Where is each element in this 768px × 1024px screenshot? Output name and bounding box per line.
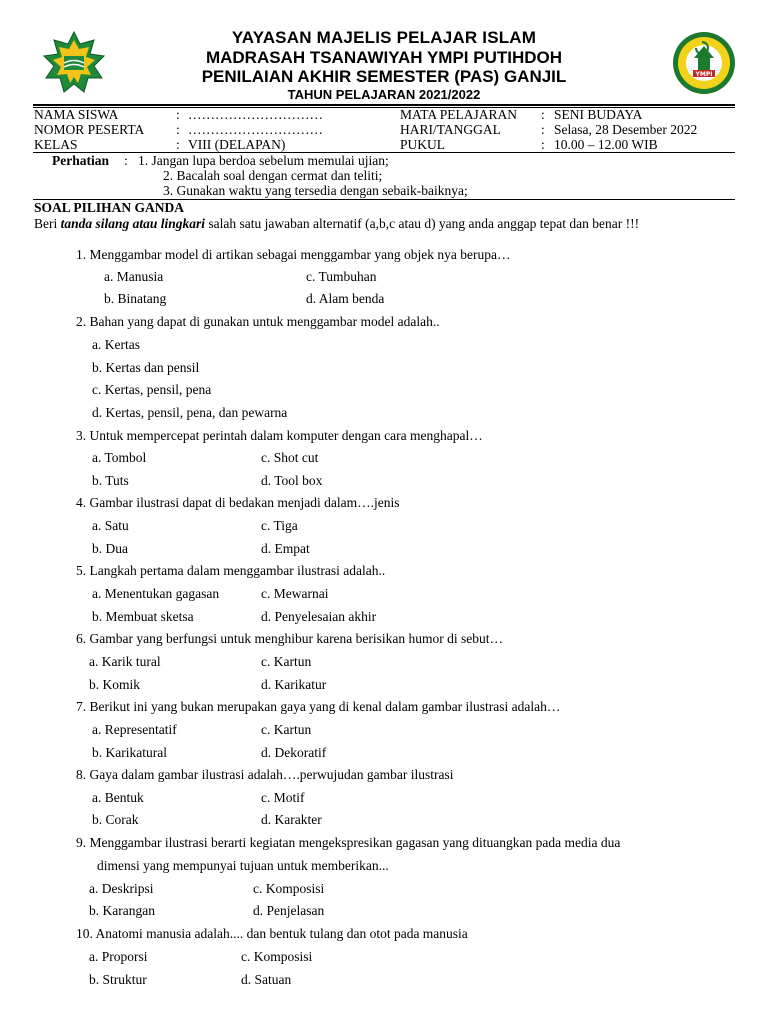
q5-option-b[interactable]: b. Membuat sketsa xyxy=(92,609,194,624)
q2-option-d[interactable]: d. Kertas, pensil, pena, dan pewarna xyxy=(92,405,288,420)
q9-option-c[interactable]: c. Komposisi xyxy=(253,881,325,896)
kelas-label: KELAS xyxy=(34,137,78,152)
perhatian-item-3: 3. Gunakan waktu yang tersedia dengan sebaik-baiknya; xyxy=(163,183,468,198)
q4-option-c[interactable]: c. Tiga xyxy=(261,518,298,533)
q4-option-a[interactable]: a. Satu xyxy=(92,518,129,533)
nama-sep: : xyxy=(176,107,180,122)
pukul-label: PUKUL xyxy=(400,137,446,152)
q1-option-d[interactable]: d. Alam benda xyxy=(306,291,385,306)
pukul-value: 10.00 – 12.00 WIB xyxy=(554,137,658,152)
q6-option-b[interactable]: b. Komik xyxy=(89,677,141,692)
q3-option-c[interactable]: c. Shot cut xyxy=(261,450,319,465)
question-5: 5. Langkah pertama dalam menggambar ilustrasi adalah.. xyxy=(76,563,386,578)
question-10: 10. Anatomi manusia adalah.... dan bentuk tulang dan otot pada manusia xyxy=(76,926,468,941)
header-exam: PENILAIAN AKHIR SEMESTER (PAS) GANJIL xyxy=(201,67,567,86)
nama-label: NAMA SISWA xyxy=(34,107,119,122)
q3-option-d[interactable]: d. Tool box xyxy=(261,473,323,488)
ympi-logo-text: YMPI xyxy=(695,71,713,78)
question-6: 6. Gambar yang berfungsi untuk menghibur karena berisikan humor di sebut… xyxy=(76,631,504,646)
q7-option-a[interactable]: a. Representatif xyxy=(92,722,177,737)
nomor-value: ………………………… xyxy=(188,122,323,137)
pukul-sep: : xyxy=(541,137,545,152)
nama-value: ………………………… xyxy=(188,107,323,122)
perhatian-label: Perhatian xyxy=(52,153,109,168)
hari-label: HARI/TANGGAL xyxy=(400,122,501,137)
perhatian-item-2: 2. Bacalah soal dengan cermat dan teliti; xyxy=(163,168,383,183)
q4-option-d[interactable]: d. Empat xyxy=(261,541,310,556)
q7-option-b[interactable]: b. Karikatural xyxy=(92,745,167,760)
perhatian-sep: : xyxy=(124,153,128,168)
header-year: TAHUN PELAJARAN 2021/2022 xyxy=(287,87,481,102)
header-school: MADRASAH TSANAWIYAH YMPI PUTIHDOH xyxy=(205,48,563,67)
q3-option-a[interactable]: a. Tombol xyxy=(92,450,147,465)
header-rule xyxy=(33,104,735,106)
mapel-label: MATA PELAJARAN xyxy=(400,107,518,122)
question-1: 1. Menggambar model di artikan sebagai menggambar yang objek nya berupa… xyxy=(76,247,511,262)
q7-option-d[interactable]: d. Dekoratif xyxy=(261,745,327,760)
question-9-continued: dimensi yang mempunyai tujuan untuk memberikan... xyxy=(97,858,389,873)
header-foundation: YAYASAN MAJELIS PELAJAR ISLAM xyxy=(231,28,537,47)
question-4: 4. Gambar ilustrasi dapat di bedakan menjadi dalam….jenis xyxy=(76,495,400,510)
q8-option-c[interactable]: c. Motif xyxy=(261,790,305,805)
q5-option-c[interactable]: c. Mewarnai xyxy=(261,586,329,601)
q8-option-b[interactable]: b. Corak xyxy=(92,812,139,827)
q1-option-a[interactable]: a. Manusia xyxy=(104,269,164,284)
q2-option-b[interactable]: b. Kertas dan pensil xyxy=(92,360,200,375)
q9-option-b[interactable]: b. Karangan xyxy=(89,903,155,918)
question-2: 2. Bahan yang dapat di gunakan untuk menggambar model adalah.. xyxy=(76,314,440,329)
q7-option-c[interactable]: c. Kartun xyxy=(261,722,312,737)
q6-option-d[interactable]: d. Karikatur xyxy=(261,677,327,692)
section-title: SOAL PILIHAN GANDA xyxy=(34,200,185,215)
q10-option-c[interactable]: c. Komposisi xyxy=(241,949,313,964)
q9-option-a[interactable]: a. Deskripsi xyxy=(89,881,154,896)
mapel-value: SENI BUDAYA xyxy=(554,107,643,122)
nomor-label: NOMOR PESERTA xyxy=(34,122,145,137)
kelas-sep: : xyxy=(176,137,180,152)
question-3: 3. Untuk mempercepat perintah dalam komputer dengan cara menghapal… xyxy=(76,428,483,443)
q10-option-b[interactable]: b. Struktur xyxy=(89,972,147,987)
mapel-sep: : xyxy=(541,107,545,122)
section-instruction: Beri tanda silang atau lingkari salah satu jawaban alternatif (a,b,c atau d) yang anda anggap tepat dan benar !!! xyxy=(34,216,640,231)
question-9: 9. Menggambar ilustrasi berarti kegiatan mengekspresikan gagasan yang dituangkan pada media dua xyxy=(76,835,621,850)
q5-option-a[interactable]: a. Menentukan gagasan xyxy=(92,586,220,601)
hari-sep: : xyxy=(541,122,545,137)
q9-option-d[interactable]: d. Penjelasan xyxy=(253,903,325,918)
hari-value: Selasa, 28 Desember 2022 xyxy=(554,122,698,137)
q6-option-a[interactable]: a. Karik tural xyxy=(89,654,161,669)
q8-option-a[interactable]: a. Bentuk xyxy=(92,790,144,805)
q1-option-b[interactable]: b. Binatang xyxy=(104,291,167,306)
q2-option-c[interactable]: c. Kertas, pensil, pena xyxy=(92,382,212,397)
q10-option-a[interactable]: a. Proporsi xyxy=(89,949,148,964)
q1-option-c[interactable]: c. Tumbuhan xyxy=(306,269,377,284)
q8-option-d[interactable]: d. Karakter xyxy=(261,812,322,827)
q10-option-d[interactable]: d. Satuan xyxy=(241,972,292,987)
question-7: 7. Berikut ini yang bukan merupakan gaya yang di kenal dalam gambar ilustrasi adalah… xyxy=(76,699,561,714)
q6-option-c[interactable]: c. Kartun xyxy=(261,654,312,669)
q2-option-a[interactable]: a. Kertas xyxy=(92,337,140,352)
perhatian-item-1: 1. Jangan lupa berdoa sebelum memulai ujian; xyxy=(138,153,389,168)
q5-option-d[interactable]: d. Penyelesaian akhir xyxy=(261,609,377,624)
q3-option-b[interactable]: b. Tuts xyxy=(92,473,129,488)
q4-option-b[interactable]: b. Dua xyxy=(92,541,128,556)
kelas-value: VIII (DELAPAN) xyxy=(188,137,286,152)
question-8: 8. Gaya dalam gambar ilustrasi adalah….perwujudan gambar ilustrasi xyxy=(76,767,454,782)
nomor-sep: : xyxy=(176,122,180,137)
